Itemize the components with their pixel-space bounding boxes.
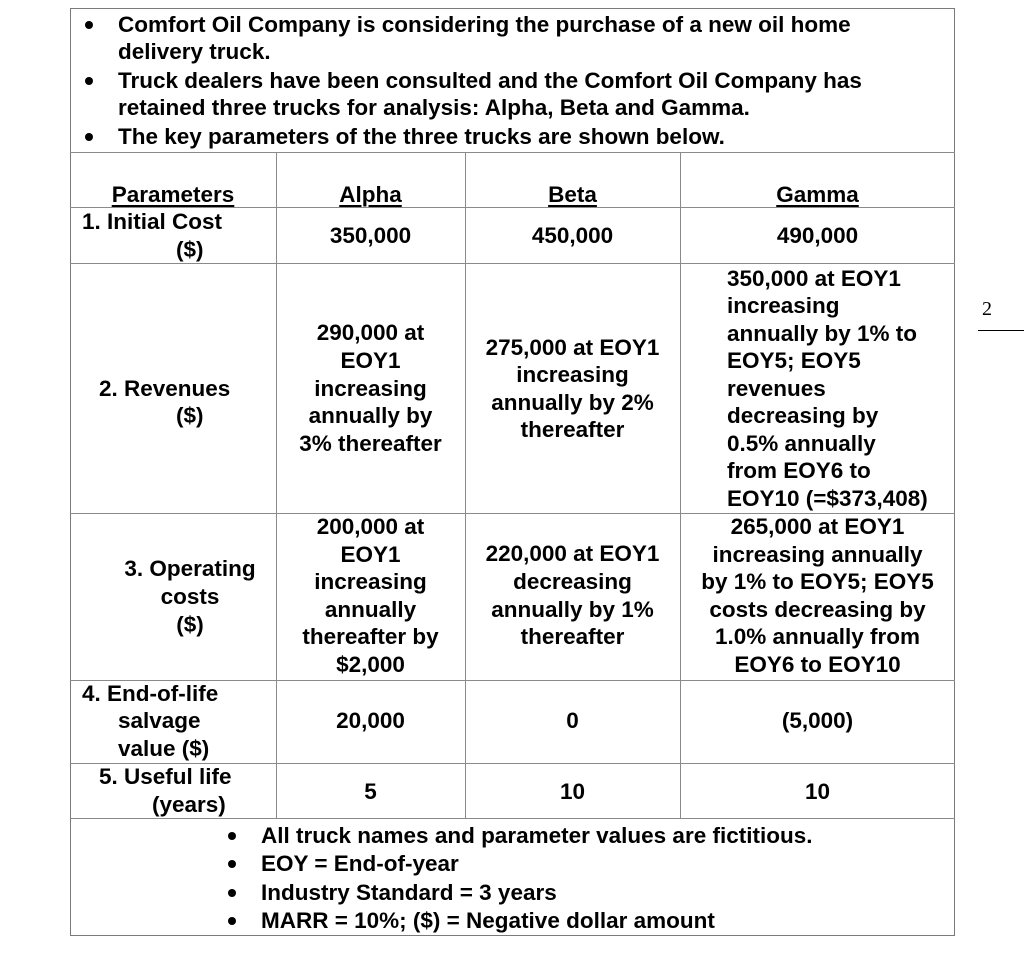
row3-gamma-line-3: by 1% to EOY5; EOY5 bbox=[701, 569, 934, 594]
row3-alpha-line-2: EOY1 bbox=[340, 542, 401, 567]
note-3: Industry Standard = 3 years bbox=[261, 880, 557, 905]
row5-gamma: 10 bbox=[804, 779, 831, 804]
intro-bullet-1-line-1: Comfort Oil Company is considering the purchase of a new oil home bbox=[118, 12, 851, 37]
row1-gamma: 490,000 bbox=[776, 223, 859, 248]
row2-alpha-line-4: annually by bbox=[308, 403, 433, 428]
row4-label-line-1: 4. End-of-life bbox=[82, 681, 219, 706]
row3-gamma-line-5: 1.0% annually from bbox=[714, 624, 921, 649]
header-gamma: Gamma bbox=[776, 182, 859, 207]
row3-label-line-3: ($) bbox=[176, 612, 204, 637]
row3-label-line-2: costs bbox=[160, 584, 220, 609]
note-4: MARR = 10%; ($) = Negative dollar amount bbox=[261, 908, 715, 933]
row3-gamma-line-1: 265,000 at EOY1 bbox=[730, 514, 905, 539]
bullet-icon bbox=[228, 917, 236, 925]
bullet-icon bbox=[85, 77, 93, 85]
row5-beta: 10 bbox=[559, 779, 586, 804]
row2-gamma-line-8: from EOY6 to bbox=[727, 458, 871, 483]
row2-alpha-line-1: 290,000 at bbox=[316, 320, 425, 345]
divider-intro bbox=[70, 152, 955, 153]
row3-alpha-line-3: increasing bbox=[314, 569, 427, 594]
note-1: All truck names and parameter values are fictitious. bbox=[261, 823, 813, 848]
header-parameters: Parameters bbox=[111, 182, 235, 207]
row3-beta-line-3: annually by 1% bbox=[491, 597, 654, 622]
row2-gamma-line-6: decreasing by bbox=[727, 403, 879, 428]
row4-beta: 0 bbox=[566, 708, 579, 733]
row2-gamma-line-3: annually by 1% to bbox=[727, 321, 918, 346]
row2-alpha-line-3: increasing bbox=[314, 376, 427, 401]
row1-label-line-1: 1. Initial Cost bbox=[82, 209, 223, 234]
row3-alpha-line-6: $2,000 bbox=[336, 652, 405, 677]
note-2: EOY = End-of-year bbox=[261, 851, 459, 876]
row2-gamma-line-1: 350,000 at EOY1 bbox=[727, 266, 901, 291]
row2-gamma-line-4: EOY5; EOY5 bbox=[727, 348, 861, 373]
row2-gamma-line-9: EOY10 (=$373,408) bbox=[727, 486, 928, 511]
row1-label-line-2: ($) bbox=[176, 237, 204, 262]
row2-gamma-line-7: 0.5% annually bbox=[727, 431, 876, 456]
row2-alpha-line-2: EOY1 bbox=[340, 348, 401, 373]
bullet-icon bbox=[228, 889, 236, 897]
row3-gamma-line-4: costs decreasing by bbox=[709, 597, 926, 622]
row1-alpha: 350,000 bbox=[329, 223, 412, 248]
intro-bullet-1-line-2: delivery truck. bbox=[118, 39, 271, 64]
intro-bullet-3-line-1: The key parameters of the three trucks are shown below. bbox=[118, 124, 725, 149]
row2-beta-line-3: annually by 2% bbox=[491, 390, 654, 415]
page-number: 2 bbox=[982, 298, 992, 320]
row4-label-line-2: salvage bbox=[118, 708, 201, 733]
row3-alpha-line-5: thereafter by bbox=[302, 624, 439, 649]
row2-label-line-2: ($) bbox=[176, 403, 204, 428]
row2-beta-line-1: 275,000 at EOY1 bbox=[485, 335, 660, 360]
row3-gamma-line-6: EOY6 to EOY10 bbox=[734, 652, 901, 677]
bullet-icon bbox=[228, 832, 236, 840]
row4-gamma: (5,000) bbox=[781, 708, 854, 733]
intro-bullet-2-line-2: retained three trucks for analysis: Alpha, Beta and Gamma. bbox=[118, 95, 750, 120]
row2-beta-line-4: thereafter bbox=[520, 417, 625, 442]
row2-beta-line-2: increasing bbox=[516, 362, 629, 387]
row3-alpha-line-4: annually bbox=[324, 597, 417, 622]
row3-alpha-line-1: 200,000 at bbox=[316, 514, 425, 539]
bullet-icon bbox=[228, 860, 236, 868]
row4-alpha: 20,000 bbox=[336, 708, 405, 733]
row5-alpha: 5 bbox=[364, 779, 377, 804]
row2-label-line-1: 2. Revenues bbox=[99, 376, 231, 401]
row4-label-line-3: value ($) bbox=[118, 736, 210, 761]
intro-bullet-2-line-1: Truck dealers have been consulted and the Comfort Oil Company has bbox=[118, 68, 862, 93]
row1-beta: 450,000 bbox=[531, 223, 614, 248]
row2-gamma-line-5: revenues bbox=[727, 376, 826, 401]
row5-label-line-2: (years) bbox=[152, 792, 226, 817]
row3-beta-line-2: decreasing bbox=[513, 569, 632, 594]
row5-label-line-1: 5. Useful life bbox=[99, 764, 232, 789]
row3-beta-line-1: 220,000 at EOY1 bbox=[485, 541, 660, 566]
row3-label-line-1: 3. Operating bbox=[124, 556, 256, 581]
row3-gamma-line-2: increasing annually bbox=[712, 542, 923, 567]
header-alpha: Alpha bbox=[339, 182, 402, 207]
bullet-icon bbox=[85, 21, 93, 29]
row3-beta-line-4: thereafter bbox=[520, 624, 625, 649]
row2-alpha-line-5: 3% thereafter bbox=[299, 431, 442, 456]
page-number-rule bbox=[978, 330, 1024, 331]
bullet-icon bbox=[85, 133, 93, 141]
row2-gamma-line-2: increasing bbox=[727, 293, 840, 318]
header-beta: Beta bbox=[548, 182, 597, 207]
